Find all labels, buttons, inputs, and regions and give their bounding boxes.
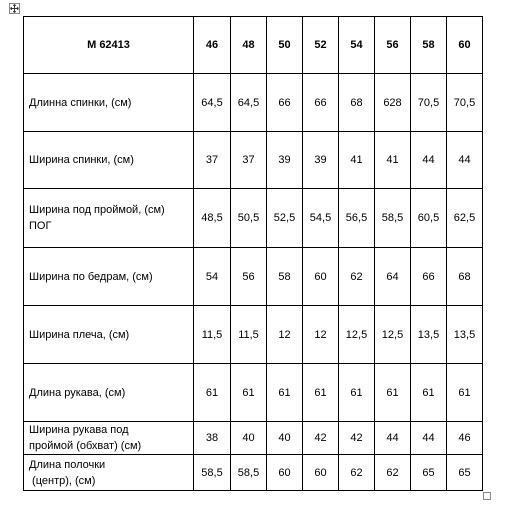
size-header: 48 [231, 17, 267, 74]
measurement-cell: 40 [231, 422, 267, 455]
measurement-cell: 61 [267, 364, 303, 422]
measurement-cell: 66 [303, 74, 339, 132]
measurement-cell: 44 [411, 132, 447, 189]
measurement-cell: 44 [375, 422, 411, 455]
table-row [24, 189, 483, 248]
measurement-cell: 42 [303, 422, 339, 455]
measurement-cell: 48,5 [194, 189, 231, 248]
measurement-cell: 39 [303, 132, 339, 189]
measurement-cell: 62 [339, 455, 375, 491]
measurement-cell: 11,5 [194, 306, 231, 364]
measurement-cell: 58 [267, 248, 303, 306]
size-header: 46 [194, 17, 231, 74]
row-label: Длина рукава, (см) [24, 364, 194, 422]
table-row [24, 364, 483, 422]
table-row [24, 74, 483, 132]
measurement-cell: 65 [411, 455, 447, 491]
measurement-cell: 54 [194, 248, 231, 306]
measurement-cell: 58,5 [194, 455, 231, 491]
measurement-cell: 61 [411, 364, 447, 422]
measurement-cell: 62,5 [447, 189, 483, 248]
measurement-cell: 13,5 [411, 306, 447, 364]
header-row [24, 17, 483, 74]
measurement-cell: 38 [194, 422, 231, 455]
table-resize-handle-icon[interactable] [483, 492, 491, 500]
table-row [24, 132, 483, 189]
size-header: 52 [303, 17, 339, 74]
measurement-cell: 61 [339, 364, 375, 422]
row-label: Ширина плеча, (см) [24, 306, 194, 364]
size-table [23, 16, 483, 491]
measurement-cell: 52,5 [267, 189, 303, 248]
row-label: Длина полочки (центр), (см) [24, 455, 194, 491]
size-header: 58 [411, 17, 447, 74]
measurement-cell: 70,5 [447, 74, 483, 132]
measurement-cell: 41 [339, 132, 375, 189]
measurement-cell: 66 [411, 248, 447, 306]
measurement-cell: 54,5 [303, 189, 339, 248]
table-row [24, 455, 483, 491]
measurement-cell: 68 [339, 74, 375, 132]
measurement-cell: 628 [375, 74, 411, 132]
size-header: 56 [375, 17, 411, 74]
measurement-cell: 62 [375, 455, 411, 491]
measurement-cell: 44 [411, 422, 447, 455]
measurement-cell: 13,5 [447, 306, 483, 364]
table-row [24, 306, 483, 364]
measurement-cell: 56,5 [339, 189, 375, 248]
measurement-cell: 64 [375, 248, 411, 306]
measurement-cell: 61 [447, 364, 483, 422]
measurement-cell: 42 [339, 422, 375, 455]
measurement-cell: 37 [194, 132, 231, 189]
measurement-cell: 50,5 [231, 189, 267, 248]
measurement-cell: 12 [267, 306, 303, 364]
measurement-cell: 64,5 [231, 74, 267, 132]
measurement-cell: 58,5 [231, 455, 267, 491]
model-number: M 62413 [24, 17, 194, 74]
row-label: Ширина спинки, (см) [24, 132, 194, 189]
row-label: Длинна спинки, (см) [24, 74, 194, 132]
measurement-cell: 40 [267, 422, 303, 455]
measurement-cell: 68 [447, 248, 483, 306]
measurement-cell: 62 [339, 248, 375, 306]
size-header: 60 [447, 17, 483, 74]
measurement-cell: 44 [447, 132, 483, 189]
measurement-cell: 12,5 [375, 306, 411, 364]
measurement-cell: 37 [231, 132, 267, 189]
measurement-cell: 64,5 [194, 74, 231, 132]
measurement-cell: 56 [231, 248, 267, 306]
row-label: Ширина рукава под проймой (обхват) (см) [24, 422, 194, 455]
measurement-cell: 65 [447, 455, 483, 491]
row-label: Ширина по бедрам, (см) [24, 248, 194, 306]
measurement-cell: 60 [267, 455, 303, 491]
row-label: Ширина под проймой, (см) ПОГ [24, 189, 194, 248]
measurement-cell: 61 [231, 364, 267, 422]
measurement-cell: 46 [447, 422, 483, 455]
measurement-cell: 60 [303, 248, 339, 306]
move-arrows-icon [10, 4, 19, 13]
measurement-cell: 41 [375, 132, 411, 189]
size-header: 54 [339, 17, 375, 74]
measurement-cell: 61 [375, 364, 411, 422]
measurement-cell: 12 [303, 306, 339, 364]
table-row [24, 248, 483, 306]
measurement-cell: 66 [267, 74, 303, 132]
table-row [24, 422, 483, 455]
measurement-cell: 70,5 [411, 74, 447, 132]
measurement-cell: 61 [303, 364, 339, 422]
measurement-cell: 60,5 [411, 189, 447, 248]
measurement-cell: 61 [194, 364, 231, 422]
measurement-cell: 11,5 [231, 306, 267, 364]
measurement-cell: 39 [267, 132, 303, 189]
measurement-cell: 60 [303, 455, 339, 491]
table-move-handle-icon[interactable] [9, 3, 20, 14]
size-header: 50 [267, 17, 303, 74]
measurement-cell: 12,5 [339, 306, 375, 364]
measurement-cell: 58,5 [375, 189, 411, 248]
